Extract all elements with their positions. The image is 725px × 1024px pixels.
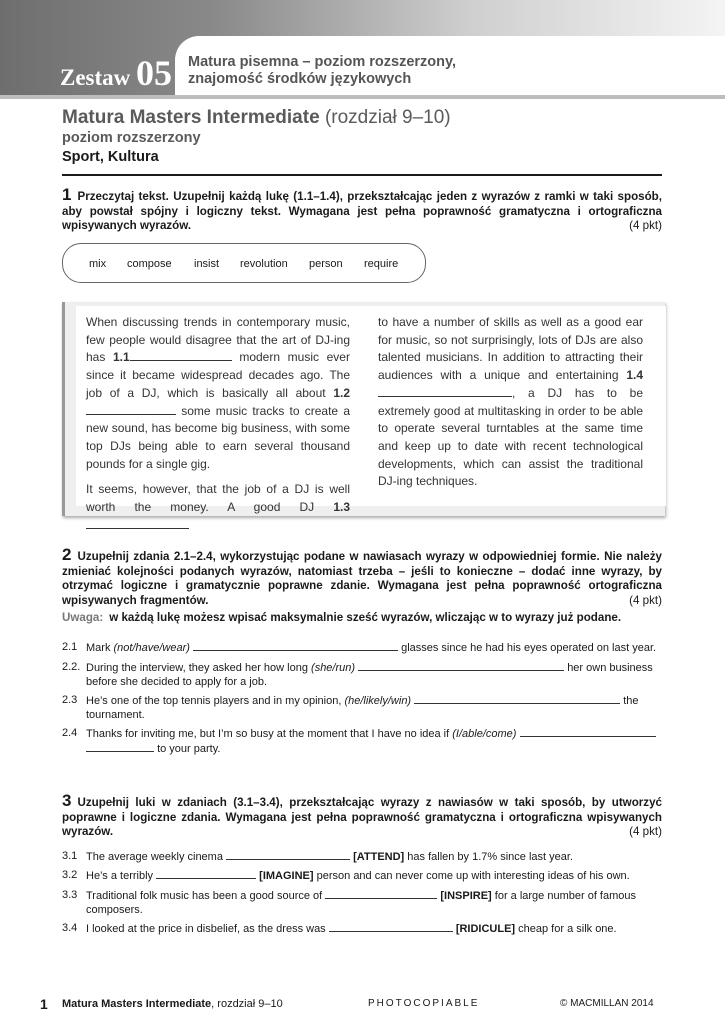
- task1-number: 1: [62, 185, 72, 204]
- task3-number: 3: [62, 791, 72, 810]
- keyword: [RIDICULE]: [455, 923, 516, 935]
- keyword: [INSPIRE]: [440, 890, 492, 902]
- hint: (he/likely/win): [344, 695, 412, 707]
- answer-line[interactable]: [414, 693, 620, 704]
- set-number: 05: [136, 53, 173, 93]
- footer-chapter: , rozdział 9–10: [211, 998, 283, 1010]
- answer-line[interactable]: [193, 640, 398, 651]
- footer-title: Matura Masters Intermediate, rozdział 9–10: [62, 998, 283, 1010]
- topic-label: Sport, Kultura: [62, 149, 159, 165]
- gap-1-3[interactable]: [86, 517, 189, 529]
- task1-instruction: 1 Przeczytaj tekst. Uzupełnij każdą lukę (1.1–1.4), przekształcając jeden z wyrazów z ramki w taki sposób, aby powstał spójny i logiczny tekst. Wymagana jest pełna poprawność gramatyczna i ortograficzna wpisywanych wyrazów. (4 pkt): [62, 185, 662, 232]
- note-label: Uwaga:: [62, 611, 104, 624]
- gap-1-1-label: 1.1: [113, 350, 130, 365]
- hint: (she/run): [311, 662, 356, 674]
- keyword: [ATTEND]: [353, 851, 405, 863]
- task2-points: (4 pkt): [629, 593, 662, 607]
- answer-line[interactable]: [325, 888, 437, 899]
- header-subtitle: [188, 54, 456, 88]
- task1-points: (4 pkt): [629, 219, 662, 232]
- answer-line[interactable]: [520, 726, 656, 737]
- gap-1-3-label: 1.3: [333, 500, 350, 515]
- gap-1-1[interactable]: [130, 349, 232, 361]
- word-option: insist: [194, 258, 220, 270]
- hint: (I/able/come): [452, 728, 517, 740]
- header-rule: [0, 95, 725, 99]
- level-label: poziom rozszerzony: [62, 130, 201, 146]
- header-subtitle-line1: Matura pisemna – poziom rozszerzony,: [188, 54, 457, 70]
- page-title: Matura Masters Intermediate (rozdział 9–10): [62, 107, 451, 128]
- gap-1-2-label: 1.2: [333, 385, 350, 400]
- answer-line[interactable]: [358, 660, 564, 671]
- gap-1-2[interactable]: [86, 403, 176, 415]
- copyright: © MACMILLAN 2014: [560, 998, 654, 1009]
- photocopiable-label: PHOTOCOPIABLE: [368, 998, 480, 1009]
- task2-note: Uwaga: w każdą lukę możesz wpisać maksymalnie sześć wyrazów, wliczając w to wyrazy już podane.: [62, 611, 622, 624]
- task3-instruction: 3 Uzupełnij luki w zdaniach (3.1–3.4), przekształcając wyrazy z nawiasów w taki sposób, by utworzyć poprawne i logiczne zdania. Wymagana jest pełna poprawność gramatyczna i ortograficzna wpisywanych wyrazów. (4 pkt): [62, 791, 662, 838]
- answer-line[interactable]: [156, 868, 256, 879]
- task2-number: 2: [62, 545, 72, 564]
- chapter-label: (rozdział 9–10): [324, 107, 451, 128]
- keyword: [IMAGINE]: [259, 870, 314, 882]
- gap-1-4[interactable]: [378, 385, 512, 397]
- set-label: Zestaw 05: [60, 53, 173, 93]
- task2-instruction: 2 Uzupełnij zdania 2.1–2.4, wykorzystując podane w nawiasach wyrazy w odpowiedniej formie. Nie należy zmieniać kolejności podanych wyrazów, natomiast trzeba – jeśli to konieczne – dodać inne wyrazy, by otrzymać logiczne i gramatycznie poprawne zdanie. Wymagana jest pełna poprawność ortograficzna wpisywanych fragmentów. (4 pkt): [62, 545, 662, 607]
- answer-line[interactable]: [226, 849, 350, 860]
- header-subtitle-line2: znajomość środków językowych: [188, 71, 412, 87]
- task3-points: (4 pkt): [629, 825, 662, 838]
- reading-column-1: When discussing trends in contemporary music, few people would disagree that the art of DJ-ing has 1.1 modern music ever since it became widespread decades ago. The job of a DJ, which is basically all about 1.2 some music tracks to create a new sound, has become big business, with some top DJs being able to earn several thousand pounds for a single gig. It seems, however, that the job of a DJ is well worth the money. A good DJ 1.3: [86, 314, 350, 542]
- word-option: revolution: [240, 258, 288, 270]
- title-rule: [62, 174, 662, 176]
- answer-line[interactable]: [86, 741, 154, 752]
- page-number: 1: [40, 996, 48, 1012]
- hint: (not/have/wear): [113, 642, 190, 654]
- word-box: [62, 243, 426, 283]
- word-option: compose: [127, 258, 172, 270]
- reading-column-2: to have a number of skills as well as a good ear for music, so not surprisingly, lots of DJs are also talented musicians. In addition to attracting their audiences with a unique and entertaining 1.4, a DJ has to be extremely good at multitasking in order to be able to operate several turntables at the same time and keep up to date with recent technological developments, which can assist the traditional DJ-ing techniques.: [378, 315, 643, 489]
- word-option: require: [364, 258, 399, 270]
- answer-line[interactable]: [329, 921, 453, 932]
- word-option: person: [309, 258, 343, 270]
- word-option: mix: [89, 258, 107, 270]
- gap-1-4-label: 1.4: [626, 368, 643, 383]
